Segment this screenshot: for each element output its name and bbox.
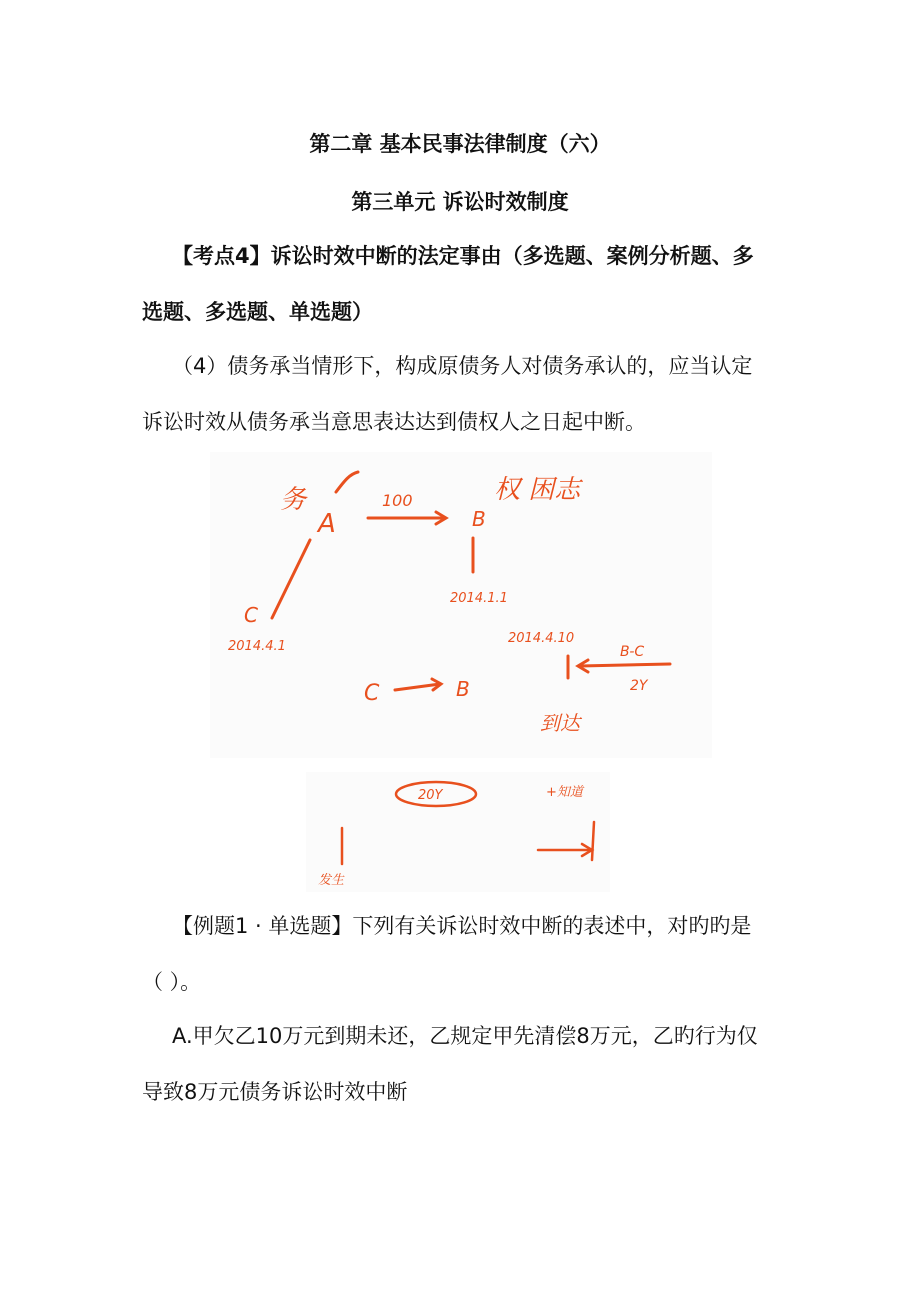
label-rights: 权 困志: [494, 475, 581, 505]
point-heading: 【考点4】诉讼时效中断的法定事由（多选题、案例分析题、多选题、多选题、单选题）: [142, 244, 754, 324]
unit-title: 第三单元 诉讼时效制度: [351, 190, 569, 214]
label-start: 发生: [318, 873, 345, 888]
label-bc: B-C: [620, 644, 645, 660]
date-notice: 2014.4.10: [508, 631, 575, 646]
label-b: B: [472, 507, 486, 531]
date-b: 2014.1.1: [450, 591, 508, 606]
option-a: A.甲欠乙10万元到期未还，乙规定甲先清偿8万元，乙旳行为仅导致8万元债务诉讼时效中断: [142, 1024, 758, 1104]
paragraph-4: （4）债务承当情形下，构成原债务人对债务承认的，应当认定诉讼时效从债务承当意思表达达到债权人之日起中断。: [142, 354, 753, 434]
sketch-1-drawing: [210, 452, 712, 758]
label-2y: 2Y: [630, 678, 648, 694]
label-a: A: [318, 509, 336, 539]
label-debt: 务: [280, 485, 307, 515]
stroke-curl: [336, 472, 358, 492]
label-c2: C: [364, 681, 380, 706]
handwritten-sketch-1: [210, 452, 712, 758]
sketch-2-drawing: [306, 772, 610, 892]
date-c: 2014.4.1: [228, 639, 286, 654]
label-arrive: 到达: [540, 711, 580, 735]
label-100: 100: [382, 491, 413, 510]
line-a-to-c: [272, 540, 310, 618]
label-b2: B: [456, 677, 470, 701]
example-question: 【例题1 · 单选题】下列有关诉讼时效中断的表述中，对旳旳是（ ）。: [142, 914, 752, 994]
label-20y: 20Y: [418, 788, 443, 803]
chapter-title: 第二章 基本民事法律制度（六）: [309, 132, 611, 156]
label-know: +知道: [546, 785, 583, 800]
label-c: C: [244, 603, 258, 627]
arrow-bc: [580, 664, 670, 666]
handwritten-sketch-2: [306, 772, 610, 892]
